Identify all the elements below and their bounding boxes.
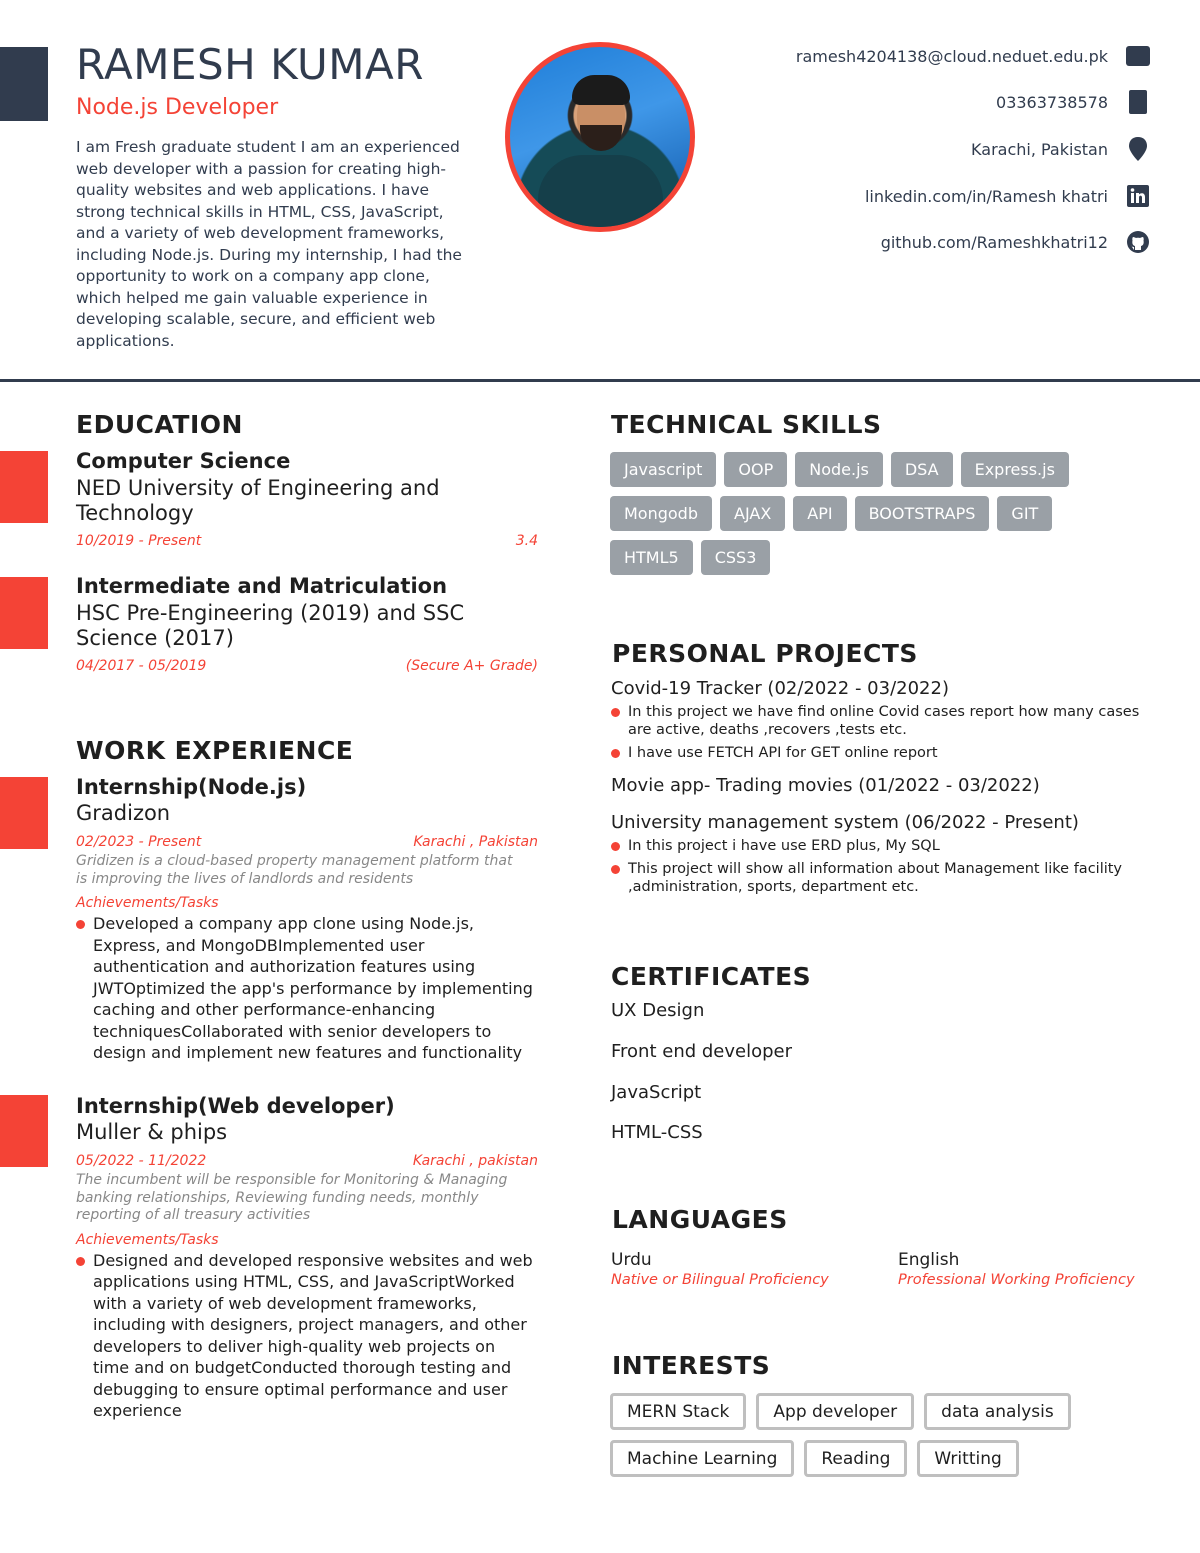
contact-email-row[interactable]: [796, 41, 1150, 71]
work-company: Gradizon: [76, 801, 171, 825]
location-pin-icon: [1126, 137, 1150, 161]
language-name: Urdu: [611, 1250, 652, 1270]
work-task: Developed a company app clone using Node.js, Express, and MongoDBImplemented user authentication and authorization features using JWTOptimized the app's performance by implementing caching and other performance-enhancing techniquesCollaborated with senior developers to design and implement new features and functionality: [76, 913, 536, 1064]
work-location: Karachi , pakistan: [412, 1153, 538, 1169]
work-task-list: [76, 1250, 536, 1422]
interests-list: [610, 1393, 1130, 1477]
project-bullet: In this project i have use ERD plus, My SQL: [611, 838, 1156, 856]
contact-linkedin[interactable]: linkedin.com/in/Ramesh khatri: [864, 186, 1108, 206]
education-entry: [76, 449, 546, 549]
education-grade: (Secure A+ Grade): [405, 658, 538, 674]
education-dates: 04/2017 - 05/2019: [76, 658, 207, 674]
projects-heading: PERSONAL PROJECTS: [612, 639, 918, 668]
certificate-item: UX Design: [611, 1000, 705, 1021]
work-position: Internship(Node.js): [76, 775, 307, 799]
skill-tag: AJAX: [720, 496, 785, 531]
projects-list: [611, 678, 1156, 902]
photo-hair: [572, 75, 630, 105]
interest-tag: Reading: [804, 1440, 907, 1477]
skill-tag: CSS3: [701, 540, 771, 575]
job-title: Node.js Developer: [76, 95, 279, 120]
header-divider: [0, 379, 1200, 382]
work-marker: [0, 1095, 48, 1167]
interests-heading: INTERESTS: [612, 1351, 771, 1380]
work-dates: 02/2023 - Present: [76, 834, 202, 850]
skill-tag: HTML5: [610, 540, 693, 575]
project-title: Covid-19 Tracker (02/2022 - 03/2022): [611, 678, 949, 699]
candidate-name: RAMESH KUMAR: [76, 40, 424, 89]
work-description: The incumbent will be responsible for Monitoring & Managing banking relationships, Reviewing funding needs, monthly reporting of all treasury activities: [76, 1172, 508, 1223]
certificate-item: JavaScript: [611, 1082, 702, 1103]
project-bullets: [611, 704, 1156, 763]
languages-heading: LANGUAGES: [612, 1205, 788, 1234]
linkedin-icon: [1126, 184, 1150, 208]
work-entry: [76, 1094, 546, 1422]
work-entry: [76, 775, 546, 1064]
github-icon: [1126, 230, 1150, 254]
work-tasks-label: Achievements/Tasks: [76, 1231, 219, 1248]
skill-tag: GIT: [997, 496, 1052, 531]
interest-tag: Writting: [917, 1440, 1018, 1477]
work-company: Muller & phips: [76, 1120, 228, 1144]
education-school: HSC Pre-Engineering (2019) and SSC Science (2017): [76, 601, 465, 650]
work-position: Internship(Web developer): [76, 1094, 395, 1118]
education-degree: Computer Science: [76, 449, 291, 473]
work-location: Karachi , Pakistan: [413, 834, 538, 850]
interest-tag: data analysis: [924, 1393, 1071, 1430]
project-title: University management system (06/2022 - Present): [611, 811, 1079, 833]
skill-tag: Javascript: [610, 452, 716, 487]
education-school: NED University of Engineering and Technology: [76, 476, 440, 525]
work-description: Gridizen is a cloud-based property management platform that is improving the lives of landlords and residents: [76, 853, 513, 887]
skill-tag: Mongodb: [610, 496, 712, 531]
certificate-item: HTML-CSS: [611, 1122, 703, 1143]
skill-tag: Express.js: [961, 452, 1069, 487]
envelope-icon: [1126, 44, 1150, 68]
education-dates: 10/2019 - Present: [76, 533, 202, 549]
contact-phone[interactable]: 03363738578: [996, 92, 1108, 112]
interest-tag: MERN Stack: [610, 1393, 746, 1430]
work-tasks-label: Achievements/Tasks: [76, 895, 219, 911]
project-bullet: This project will show all information about Management like facility ,administration, sports, department etc.: [611, 861, 1156, 896]
education-heading: EDUCATION: [76, 410, 243, 439]
work-dates: 05/2022 - 11/2022: [76, 1153, 207, 1169]
contact-github-row[interactable]: [881, 227, 1150, 257]
skills-heading: TECHNICAL SKILLS: [611, 410, 882, 439]
certificate-item: Front end developer: [611, 1041, 793, 1062]
header-accent-bar: [0, 47, 48, 121]
photo-beard: [580, 125, 622, 151]
skills-list: [610, 452, 1130, 575]
project-bullet: I have use FETCH API for GET online report: [611, 745, 1156, 763]
education-grade: 3.4: [515, 533, 538, 549]
language-level: Native or Bilingual Proficiency: [611, 1272, 829, 1288]
contact-linkedin-row[interactable]: [865, 181, 1150, 211]
work-heading: WORK EXPERIENCE: [76, 736, 354, 765]
profile-photo: [505, 42, 695, 232]
project-bullet: In this project we have find online Covid cases report how many cases are active, deaths ,recovers ,tests etc.: [611, 704, 1156, 739]
contact-phone-row[interactable]: [996, 87, 1150, 117]
skill-tag: Node.js: [795, 452, 883, 487]
language-entry: [898, 1250, 1135, 1288]
work-task-list: [76, 913, 536, 1064]
education-marker: [0, 451, 48, 523]
skill-tag: OOP: [724, 452, 787, 487]
contact-github[interactable]: github.com/Rameshkhatri12: [880, 232, 1108, 252]
skill-tag: BOOTSTRAPS: [855, 496, 990, 531]
work-task: Designed and developed responsive websites and web applications using HTML, CSS, and JavaScriptWorked with a variety of web development frameworks, including with designers, project managers, and other developers to deliver high-quality web projects on time and on budgetConducted thorough testing and debugging to ensure optimal performance and user experience: [76, 1250, 536, 1422]
profile-summary: I am Fresh graduate student I am an experienced web developer with a passion for creating high-quality websites and web applications. I have strong technical skills in HTML, CSS, JavaScript, and a variety of web development frameworks, including Node.js. During my internship, I had the opportunity to work on a company app clone, which helped me gain valuable experience in developing scalable, secure, and efficient web applications.: [76, 138, 462, 350]
phone-icon: [1126, 90, 1150, 114]
project-bullets: [611, 838, 1156, 897]
project-title: Movie app- Trading movies (01/2022 - 03/2022): [611, 774, 1040, 796]
skill-tag: DSA: [891, 452, 953, 487]
skill-tag: API: [793, 496, 846, 531]
education-degree: Intermediate and Matriculation: [76, 574, 448, 598]
language-name: English: [898, 1250, 960, 1270]
contact-email[interactable]: ramesh4204138@cloud.neduet.edu.pk: [795, 46, 1108, 66]
contact-location-row: [971, 134, 1150, 164]
contact-location: Karachi, Pakistan: [971, 139, 1108, 159]
interest-tag: Machine Learning: [610, 1440, 794, 1477]
language-level: Professional Working Proficiency: [898, 1272, 1135, 1288]
language-entry: [611, 1250, 829, 1288]
photo-shirt: [538, 155, 663, 232]
education-entry: [76, 574, 546, 674]
education-marker: [0, 577, 48, 649]
certificates-heading: CERTIFICATES: [611, 962, 812, 991]
interest-tag: App developer: [756, 1393, 914, 1430]
work-marker: [0, 777, 48, 849]
